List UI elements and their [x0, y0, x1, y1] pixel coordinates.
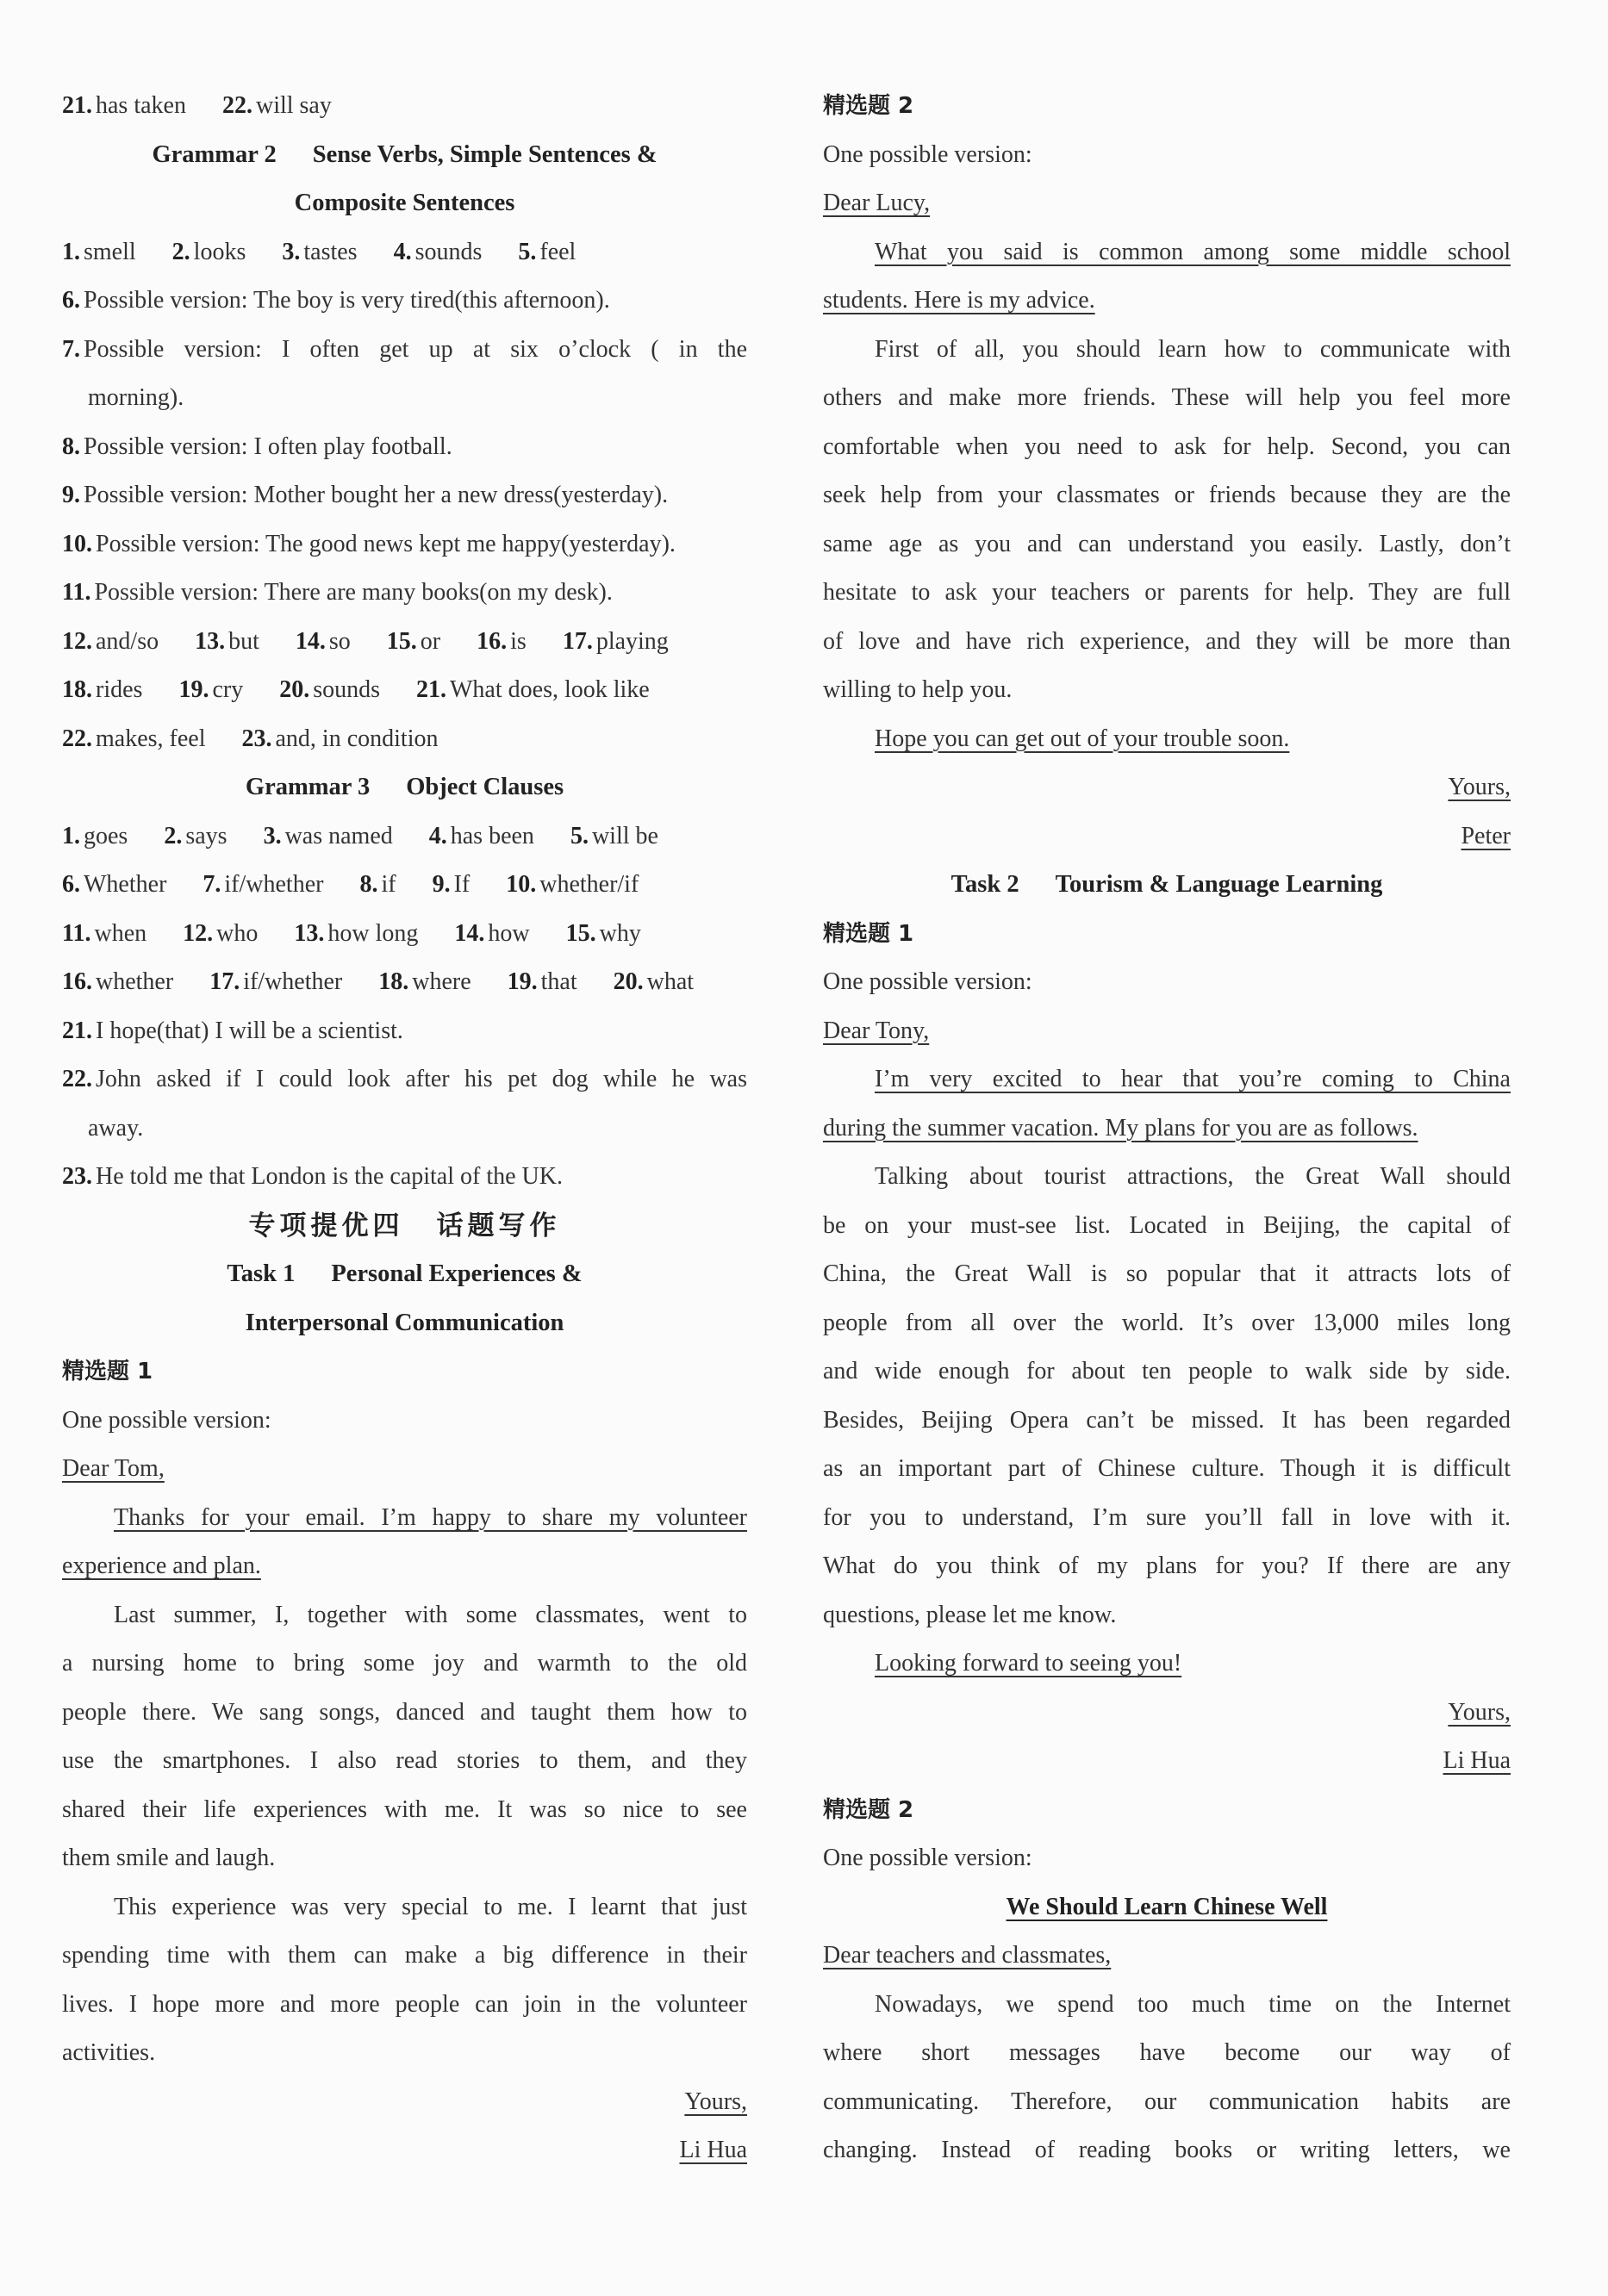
answer-line [62, 82, 747, 131]
essay-title: We Should Learn Chinese Well [1006, 1893, 1328, 1920]
answer-item: 19. cry [178, 676, 244, 703]
answer-line: 22. John asked if I could look after his pet dog while he was [62, 1066, 747, 1092]
task2-title: Task 2 Tourism & Language Learning [950, 871, 1383, 898]
letter-closing: Yours, [684, 2088, 747, 2115]
answer-item: 21. has taken [62, 92, 186, 119]
letter-opening: What you said is common among some middle school [875, 238, 1511, 265]
answer-item: 5. will be [570, 822, 658, 849]
answer-line: 6. Possible version: The boy is very tired(this afternoon). [62, 287, 610, 314]
left-column [62, 82, 747, 2175]
answer-item: 10. whether/if [506, 871, 639, 898]
answer-item: 4. has been [428, 822, 534, 849]
answer-item: 17. playing [562, 627, 669, 655]
answer-line: 10. Possible version: The good news kept me happy(yesterday). [62, 530, 676, 557]
letter-signature: Li Hua [679, 2137, 747, 2163]
body-line: communicating. Therefore, our communication habits are [823, 2088, 1511, 2115]
answer-item: 20. sounds [279, 676, 380, 703]
answer-line: 7. Possible version: I often get up at six o’clock ( in the [62, 335, 747, 363]
letter-salutation: Dear Lucy, [823, 190, 931, 216]
task1-title-line2: Interpersonal Communication [245, 1309, 564, 1336]
body-line: spending time with them can make a big difference in their [62, 1942, 747, 1969]
body-line: Talking about tourist attractions, the Great Wall should [875, 1163, 1511, 1190]
answer-line [62, 618, 747, 667]
grammar2-title-line2: Composite Sentences [294, 190, 515, 216]
body-line: people from all over the world. It’s over 13,000 miles long [823, 1309, 1511, 1336]
answer-item: 21. What does, look like [416, 676, 650, 703]
answer-line [62, 666, 747, 715]
letter-salutation: Dear teachers and classmates, [823, 1942, 1112, 1969]
answer-item: 22. will say [221, 92, 332, 119]
body-line: Nowadays, we spend too much time on the Internet [875, 1990, 1511, 2018]
body-line: hesitate to ask your teachers or parents for help. They are full [823, 579, 1511, 606]
answer-item: 2. says [164, 822, 227, 849]
answer-item: 18. rides [62, 676, 143, 703]
grammar3-title: Grammar 3 Object Clauses [245, 774, 564, 800]
answer-item: 3. was named [263, 822, 393, 849]
letter-opening-cont: experience and plan. [62, 1552, 261, 1579]
answer-item: 7. if/whether [203, 871, 324, 898]
body-line: China, the Great Wall is so popular that it attracts lots of [823, 1260, 1511, 1287]
answer-item: 16. whether [62, 968, 174, 995]
task1-title: Task 1 Personal Experiences & [227, 1260, 583, 1287]
answer-item: 14. how [454, 919, 530, 947]
body-line: First of all, you should learn how to communicate with [875, 335, 1511, 363]
answer-line: 11. Possible version: There are many books(on my desk). [62, 579, 613, 606]
body-line: willing to help you. [823, 676, 1013, 703]
body-line: people there. We sang songs, danced and taught them how to [62, 1698, 747, 1726]
answer-item: 12. who [183, 919, 259, 947]
answer-line [62, 861, 747, 910]
body-line: for you to understand, I’m sure you’ll fall in love with it. [823, 1503, 1511, 1531]
answer-item: 1. smell [62, 238, 136, 265]
answer-line: 23. He told me that London is the capital of the UK. [62, 1163, 563, 1190]
body-line: same age as you and can understand you easily. Lastly, don’t [823, 530, 1511, 557]
letter-salutation: Dear Tony, [823, 1017, 930, 1044]
selected-question-label: 精选题 1 [62, 1359, 153, 1384]
answer-item: 12. and/so [62, 627, 159, 655]
possible-version-label: One possible version: [823, 968, 1032, 995]
answer-item: 11. when [62, 919, 147, 947]
body-line: and wide enough for about ten people to walk side by side. [823, 1358, 1511, 1384]
answer-item: 16. is [477, 627, 527, 655]
body-line: seek help from your classmates or friends because they are the [823, 482, 1511, 508]
letter-signature: Peter [1461, 822, 1511, 849]
answer-item: 4. sounds [393, 238, 483, 265]
letter-signature: Li Hua [1443, 1747, 1511, 1774]
answer-item: 8. if [359, 871, 396, 898]
answer-item: 9. If [432, 871, 471, 898]
letter-opening: I’m very excited to hear that you’re coming to China [875, 1066, 1511, 1092]
answer-line [62, 228, 747, 277]
body-line: lives. I hope more and more people can join in the volunteer [62, 1990, 747, 2018]
answer-item: 18. where [378, 968, 471, 995]
body-line: where short messages have become our way of [823, 2039, 1511, 2066]
answer-item: 1. goes [62, 822, 128, 849]
body-line: as an important part of Chinese culture. Though it is difficult [823, 1455, 1511, 1482]
answer-line: 9. Possible version: Mother bought her a new dress(yesterday). [62, 482, 669, 508]
letter-closing-line: Hope you can get out of your trouble soon. [875, 725, 1290, 752]
body-line: them smile and laugh. [62, 1845, 276, 1871]
body-line: changing. Instead of reading books or writing letters, we [823, 2137, 1511, 2163]
answer-item: 20. what [613, 968, 695, 995]
answer-item: 19. that [507, 968, 577, 995]
body-line: questions, please let me know. [823, 1601, 1117, 1628]
answer-line [62, 812, 747, 862]
body-line: a nursing home to bring some joy and warmth to the old [62, 1650, 747, 1677]
grammar2-title: Grammar 2 Sense Verbs, Simple Sentences & [152, 140, 658, 168]
letter-closing: Yours, [1448, 774, 1511, 800]
answer-line [62, 715, 747, 764]
answer-item: 3. tastes [282, 238, 358, 265]
answer-item: 2. looks [171, 238, 246, 265]
answer-item: 13. how long [294, 919, 419, 947]
letter-opening: Thanks for your email. I’m happy to share my volunteer [114, 1503, 747, 1531]
possible-version-label: One possible version: [823, 1845, 1032, 1871]
answer-item: 22. makes, feel [62, 725, 206, 752]
body-line: This experience was very special to me. I learnt that just [114, 1893, 747, 1920]
body-line: shared their life experiences with me. It was so nice to see [62, 1795, 747, 1823]
letter-closing: Yours, [1448, 1698, 1511, 1726]
body-line: Last summer, I, together with some classmates, went to [114, 1601, 747, 1628]
letter-closing-line: Looking forward to seeing you! [875, 1650, 1182, 1677]
selected-question-label: 精选题 2 [823, 1796, 914, 1823]
body-line: use the smartphones. I also read stories to them, and they [62, 1747, 747, 1774]
selected-question-label: 精选题 2 [823, 93, 914, 119]
letter-opening-cont: students. Here is my advice. [823, 287, 1095, 314]
answer-line: 8. Possible version: I often play football. [62, 432, 452, 460]
body-line: Besides, Beijing Opera can’t be missed. It has been regarded [823, 1406, 1511, 1434]
body-line: activities. [62, 2039, 156, 2066]
answer-line-cont: away. [88, 1114, 144, 1142]
section-title: 专项提优四 话题写作 [248, 1210, 561, 1241]
possible-version-label: One possible version: [823, 140, 1032, 168]
letter-salutation: Dear Tom, [62, 1455, 165, 1482]
answer-item: 15. why [565, 919, 641, 947]
body-line: comfortable when you need to ask for help. Second, you can [823, 432, 1511, 460]
answer-item: 5. feel [518, 238, 577, 265]
letter-opening-cont: during the summer vacation. My plans for you are as follows. [823, 1114, 1418, 1142]
answer-line [62, 958, 747, 1007]
answer-item: 15. or [386, 627, 441, 655]
possible-version-label: One possible version: [62, 1406, 271, 1434]
answer-line [62, 910, 747, 959]
answer-item: 14. so [295, 627, 351, 655]
selected-question-label: 精选题 1 [823, 920, 914, 947]
answer-line-cont: morning). [88, 384, 184, 411]
answer-item: 17. if/whether [209, 968, 343, 995]
body-line: others and make more friends. These will help you feel more [823, 384, 1511, 411]
answer-line: 21. I hope(that) I will be a scientist. [62, 1017, 403, 1044]
body-line: be on your must-see list. Located in Beijing, the capital of [823, 1211, 1511, 1239]
body-line: of love and have rich experience, and they will be more than [823, 627, 1511, 655]
answer-item: 23. and, in condition [241, 725, 439, 752]
answer-item: 6. Whether [62, 871, 167, 898]
right-column [823, 82, 1511, 2175]
body-line: What do you think of my plans for you? If there are any [823, 1552, 1511, 1579]
answer-item: 13. but [195, 627, 259, 655]
